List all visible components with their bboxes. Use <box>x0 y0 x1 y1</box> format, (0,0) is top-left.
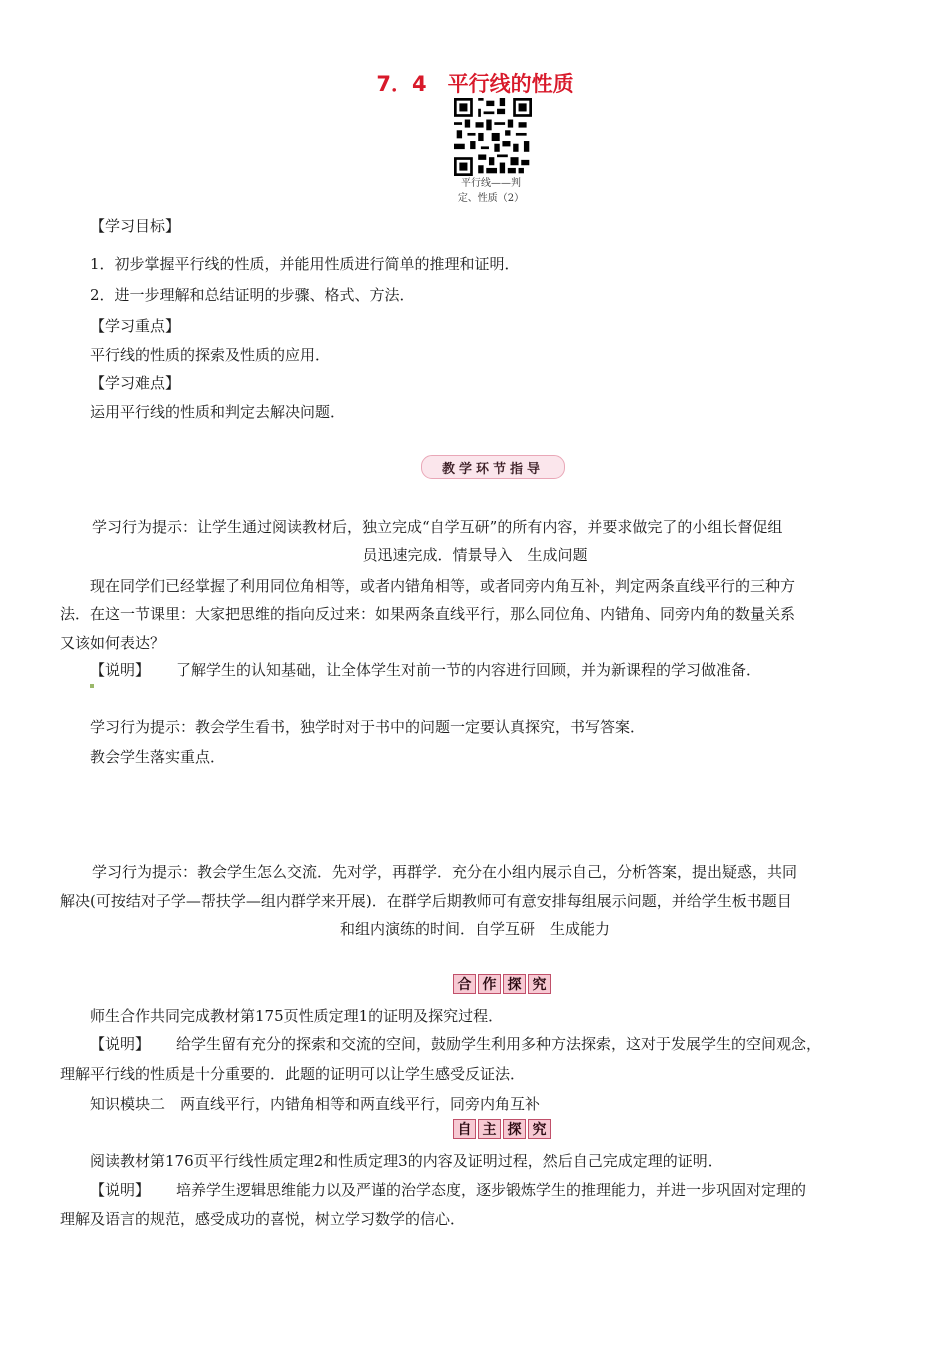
note2-line-1: 给学生留有充分的探索和交流的空间，鼓励学生利用多种方法探索，这对于发展学生的空间观念， <box>176 1035 822 1053</box>
intro-line-1: 现在同学们已经掌握了利用同位角相等，或者内错角相等，或者同旁内角互补，判定两条直线平行的三种方 <box>90 577 796 595</box>
note1-label: 【说明】 <box>90 661 151 679</box>
hint3-line-2: 解决(可按结对子学—帮扶学—组内群学来开展)．在群学后期教师可有意安排每组展示问题，并给学生板书题目 <box>60 892 792 910</box>
tag-char: 探 <box>503 1119 526 1139</box>
tag-char: 合 <box>453 974 476 994</box>
tag-char: 作 <box>478 974 501 994</box>
note1-text: 了解学生的认知基础，让全体学生对前一节的内容进行回顾，并为新课程的学习做准备． <box>176 661 762 679</box>
stray-mark <box>90 684 94 688</box>
note3-line-1: 培养学生逻辑思维能力以及严谨的治学态度，逐步锻炼学生的推理能力，并进一步巩固对定理的 <box>176 1181 807 1199</box>
difficulties-text: 运用平行线的性质和判定去解决问题． <box>90 403 346 421</box>
hint1-line-1: 学习行为提示：让学生通过阅读教材后，独立完成“自学互研”的所有内容，并要求做完了的小组长督促组 <box>92 518 783 536</box>
difficulties-heading: 【学习难点】 <box>90 374 181 392</box>
tag-char: 探 <box>503 974 526 994</box>
qr-code-image <box>454 98 532 176</box>
hint2-line-1: 学习行为提示：教会学生看书，独学时对于书中的问题一定要认真探究，书写答案． <box>90 718 646 736</box>
cooperate-text: 师生合作共同完成教材第175页性质定理1的证明及探究过程． <box>90 1007 504 1025</box>
note3-line-2: 理解及语言的规范，感受成功的喜悦，树立学习数学的信心． <box>60 1210 466 1228</box>
key-points-text: 平行线的性质的探索及性质的应用． <box>90 346 331 364</box>
goals-heading: 【学习目标】 <box>90 217 181 235</box>
hint3-line-3: 和组内演练的时间．自学互研 生成能力 <box>339 920 610 938</box>
qr-caption-line-2: 定、性质（2） <box>457 193 525 204</box>
hint1-line-2: 员迅速完成．情景导入 生成问题 <box>362 546 588 564</box>
note2-line-2: 理解平行线的性质是十分重要的．此题的证明可以让学生感受反证法． <box>60 1065 526 1083</box>
tag-char: 究 <box>528 1119 551 1139</box>
note2-label: 【说明】 <box>90 1035 151 1053</box>
intro-line-3: 又该如何表达？ <box>60 634 166 652</box>
tag-self-inquiry <box>453 1119 553 1139</box>
section-banner: 教学环节指导 <box>421 455 565 479</box>
goal-item-1: 1．初步掌握平行线的性质，并能用性质进行简单的推理和证明． <box>90 255 520 273</box>
goal-item-2: 2．进一步理解和总结证明的步骤、格式、方法． <box>90 286 415 304</box>
tag-char: 自 <box>453 1119 476 1139</box>
tag-char: 究 <box>528 974 551 994</box>
qr-caption-line-1: 平行线——判 <box>461 178 521 189</box>
hint2-line-2: 教会学生落实重点． <box>90 748 226 766</box>
tag-char: 主 <box>478 1119 501 1139</box>
key-points-heading: 【学习重点】 <box>90 317 181 335</box>
hint3-line-1: 学习行为提示：教会学生怎么交流．先对学，再群学．充分在小组内展示自己，分析答案，提出疑惑，共同 <box>92 863 798 881</box>
note3-label: 【说明】 <box>90 1181 151 1199</box>
intro-line-2: 法．在这一节课里：大家把思维的指向反过来：如果两条直线平行，那么同位角、内错角、同旁内角的数量关系 <box>60 605 796 623</box>
module-2-heading: 知识模块二 两直线平行，内错角相等和两直线平行，同旁内角互补 <box>90 1095 541 1113</box>
tag-cooperative-inquiry <box>453 974 553 994</box>
page-title: 7．4 平行线的性质 <box>376 72 574 96</box>
self-study-text: 阅读教材第176页平行线性质定理2和性质定理3的内容及证明过程，然后自己完成定理的证明． <box>90 1152 723 1170</box>
